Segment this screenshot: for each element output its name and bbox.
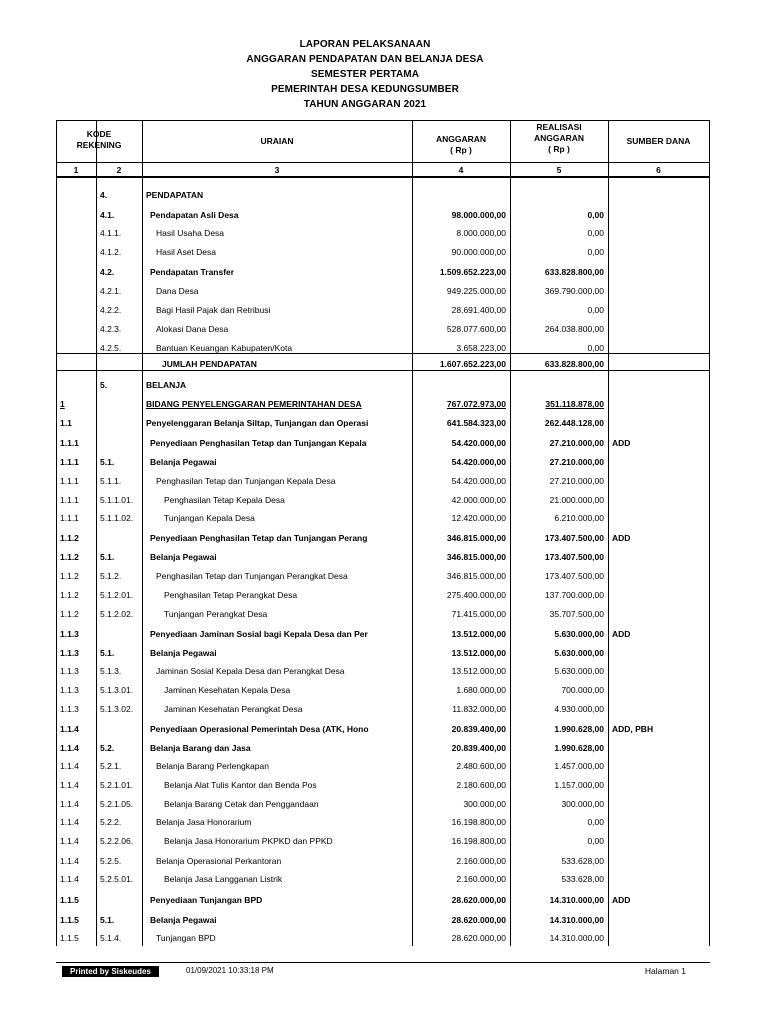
header-anggaran: ANGGARAN ( Rp ) (435, 134, 487, 155)
row-code-1: 1.1.3 (60, 648, 79, 658)
row-code-1: 1.1.4 (60, 874, 79, 884)
row-code-2: 5.2.1.01. (100, 780, 134, 790)
row-code-2: 4.2.2. (100, 305, 122, 315)
row-code-1: 1.1.4 (60, 743, 79, 753)
row-anggaran: 28.620.000,00 (451, 915, 506, 925)
row-uraian: Penyediaan Jaminan Sosial bagi Kepala Desa dan Per (150, 629, 368, 639)
row-anggaran: 13.512.000,00 (451, 666, 506, 676)
row-uraian: Jaminan Kesehatan Kepala Desa (164, 685, 291, 695)
row-code-1: 1.1.3 (60, 666, 79, 676)
row-realisasi: 173.407.500,00 (544, 571, 604, 581)
row-code-1: 1.1.1 (60, 513, 79, 523)
row-uraian: Bantuan Keuangan Kabupaten/Kota (156, 343, 293, 353)
row-realisasi: 533.628,00 (561, 874, 604, 884)
row-anggaran: 90.000.000,00 (451, 247, 506, 257)
row-anggaran: 2.160.000,00 (456, 856, 506, 866)
row-realisasi: 5.630.000,00 (554, 666, 604, 676)
row-realisasi: 0,00 (587, 836, 604, 846)
row-code-1: 1.1.1 (60, 438, 79, 448)
row-code-1: 1.1.1 (60, 457, 79, 467)
print-timestamp: 01/09/2021 10:33:18 PM (186, 966, 274, 975)
row-realisasi: 173.407.500,00 (544, 533, 604, 543)
row-code-1: 1 (60, 399, 65, 409)
row-uraian: Tunjangan Kepala Desa (164, 513, 255, 523)
row-uraian: Penghasilan Tetap dan Tunjangan Perangkat Desa (156, 571, 348, 581)
row-uraian: Dana Desa (156, 286, 199, 296)
row-realisasi: 173.407.500,00 (544, 552, 604, 562)
row-code-2: 4.2. (100, 267, 115, 277)
row-anggaran: 346.815.000,00 (446, 571, 506, 581)
row-code-2: 5.1.3.02. (100, 704, 134, 714)
row-code-2: 4.2.3. (100, 324, 122, 334)
row-uraian: Belanja Jasa Honorarium (156, 817, 252, 827)
row-code-2: 5.1.2. (100, 571, 122, 581)
row-code-1: 1.1.4 (60, 724, 79, 734)
row-anggaran: 42.000.000,00 (451, 495, 506, 505)
row-uraian: Pendapatan Asli Desa (150, 210, 239, 220)
row-realisasi: 27.210.000,00 (549, 438, 604, 448)
row-code-2: 5.2.1. (100, 761, 122, 771)
row-anggaran: 20.839.400,00 (451, 743, 506, 753)
row-anggaran: 1.607.652.223,00 (439, 359, 506, 369)
row-uraian: Penyediaan Penghasilan Tetap dan Tunjangan Perang (150, 533, 368, 543)
col-number-5: 5 (556, 165, 562, 175)
row-code-2: 4.2.1. (100, 286, 122, 296)
row-code-2: 5.1.3. (100, 666, 122, 676)
row-uraian: PENDAPATAN (146, 190, 204, 200)
row-uraian: Belanja Barang Cetak dan Penggandaan (164, 799, 319, 809)
row-code-1: 1.1.4 (60, 761, 79, 771)
col-number-3: 3 (274, 165, 280, 175)
row-anggaran: 54.420.000,00 (451, 457, 506, 467)
col-number-4: 4 (458, 165, 464, 175)
row-code-2: 5.1.1.01. (100, 495, 134, 505)
row-uraian: Belanja Operasional Perkantoran (156, 856, 282, 866)
row-anggaran: 20.839.400,00 (451, 724, 506, 734)
row-uraian: Belanja Jasa Langganan Listrik (164, 874, 283, 884)
row-anggaran: 28.620.000,00 (451, 895, 506, 905)
row-code-2: 5.1. (100, 915, 115, 925)
row-uraian: BIDANG PENYELENGGARAN PEMERINTAHAN DESA (146, 399, 362, 409)
row-anggaran: 3.658.223,00 (456, 343, 506, 353)
row-realisasi: 27.210.000,00 (549, 476, 604, 486)
row-realisasi: 35.707.500,00 (549, 609, 604, 619)
row-uraian: Penyelenggaran Belanja Siltap, Tunjangan dan Operasi (146, 418, 369, 428)
row-realisasi: 369.790.000,00 (544, 286, 604, 296)
row-realisasi: 6.210.000,00 (554, 513, 604, 523)
row-anggaran: 2.180.600,00 (456, 780, 506, 790)
row-realisasi: 262.448.128,00 (544, 418, 604, 428)
row-code-2: 4.1.1. (100, 228, 122, 238)
row-code-1: 1.1.4 (60, 836, 79, 846)
row-realisasi: 351.118.878,00 (545, 399, 604, 409)
row-realisasi: 137.700.000,00 (544, 590, 604, 600)
row-code-2: 5. (100, 380, 108, 390)
row-anggaran: 98.000.000,00 (451, 210, 506, 220)
row-code-1: 1.1.5 (60, 895, 79, 905)
report-title-line-5: TAHUN ANGGARAN 2021 (303, 99, 427, 110)
row-uraian: Belanja Barang Perlengkapan (156, 761, 269, 771)
row-realisasi: 14.310.000,00 (549, 915, 604, 925)
row-anggaran: 300.000,00 (463, 799, 506, 809)
row-code-2: 5.1.1. (100, 476, 122, 486)
row-realisasi: 0,00 (587, 343, 604, 353)
row-code-1: 1.1.2 (60, 552, 79, 562)
row-anggaran: 1.509.652.223,00 (439, 267, 506, 277)
row-code-1: 1.1.3 (60, 629, 79, 639)
header-uraian: URAIAN (260, 136, 294, 146)
report-title-line-2: ANGGARAN PENDAPATAN DAN BELANJA DESA (246, 54, 484, 65)
row-code-1: 1.1.2 (60, 533, 79, 543)
row-anggaran: 16.198.800,00 (451, 836, 506, 846)
row-anggaran: 949.225.000,00 (446, 286, 506, 296)
row-code-2: 5.1.1.02. (100, 513, 134, 523)
row-code-2: 5.1.4. (100, 933, 122, 943)
row-realisasi: 27.210.000,00 (549, 457, 604, 467)
row-uraian: JUMLAH PENDAPATAN (162, 359, 257, 369)
row-uraian: Pendapatan Transfer (150, 267, 235, 277)
row-anggaran: 54.420.000,00 (451, 438, 506, 448)
row-code-1: 1.1.4 (60, 799, 79, 809)
row-uraian: Belanja Pegawai (150, 915, 217, 925)
row-anggaran: 16.198.800,00 (451, 817, 506, 827)
row-uraian: Belanja Barang dan Jasa (150, 743, 251, 753)
row-uraian: Jaminan Kesehatan Perangkat Desa (164, 704, 303, 714)
row-realisasi: 0,00 (587, 228, 604, 238)
row-realisasi: 0,00 (587, 305, 604, 315)
row-uraian: Belanja Jasa Honorarium PKPKD dan PPKD (164, 836, 333, 846)
row-anggaran: 13.512.000,00 (451, 629, 506, 639)
row-code-2: 5.1. (100, 648, 115, 658)
header-kode-rekening: KODE REKENING (76, 129, 122, 150)
row-uraian: Tunjangan Perangkat Desa (164, 609, 268, 619)
row-uraian: Penghasilan Tetap Kepala Desa (164, 495, 285, 505)
row-code-2: 5.2.2.06. (100, 836, 134, 846)
row-realisasi: 633.828.800,00 (544, 267, 604, 277)
row-code-1: 1.1.4 (60, 856, 79, 866)
header-realisasi: REALISASI ANGGARAN ( Rp ) (533, 122, 585, 154)
row-anggaran: 346.815.000,00 (446, 533, 506, 543)
printed-by-badge: Printed by Siskeudes (62, 966, 159, 977)
row-realisasi: 700.000,00 (561, 685, 604, 695)
row-code-2: 5.1.3.01. (100, 685, 134, 695)
row-realisasi: 633.828.800,00 (544, 359, 604, 369)
row-anggaran: 54.420.000,00 (451, 476, 506, 486)
row-anggaran: 528.077.600,00 (446, 324, 506, 334)
row-code-1: 1.1.1 (60, 476, 79, 486)
row-realisasi: 533.628,00 (561, 856, 604, 866)
row-realisasi: 0,00 (587, 210, 604, 220)
row-code-2: 5.2.1.05. (100, 799, 134, 809)
report-title-line-3: SEMESTER PERTAMA (310, 69, 420, 80)
row-anggaran: 346.815.000,00 (446, 552, 506, 562)
row-uraian: Hasil Usaha Desa (156, 228, 225, 238)
row-code-2: 5.2.2. (100, 817, 122, 827)
row-code-2: 4.1.2. (100, 247, 122, 257)
row-realisasi: 300.000,00 (561, 799, 604, 809)
row-realisasi: 264.038.800,00 (544, 324, 604, 334)
row-uraian: Belanja Pegawai (150, 457, 217, 467)
row-realisasi: 14.310.000,00 (549, 895, 604, 905)
col-number-1: 1 (73, 165, 79, 175)
row-anggaran: 2.160.000,00 (456, 874, 506, 884)
row-code-2: 5.1.2.02. (100, 609, 134, 619)
row-realisasi: 0,00 (587, 247, 604, 257)
row-code-2: 5.2.5.01. (100, 874, 134, 884)
row-anggaran: 12.420.000,00 (451, 513, 506, 523)
row-code-2: 5.2. (100, 743, 115, 753)
row-realisasi: 1.457.000,00 (554, 761, 604, 771)
row-uraian: Alokasi Dana Desa (156, 324, 229, 334)
row-code-1: 1.1.3 (60, 685, 79, 695)
row-uraian: Jaminan Sosial Kepala Desa dan Perangkat Desa (156, 666, 345, 676)
row-sumber-dana: ADD (612, 895, 631, 905)
row-uraian: Belanja Pegawai (150, 552, 217, 562)
row-sumber-dana: ADD, PBH (612, 724, 654, 734)
row-uraian: Belanja Pegawai (150, 648, 217, 658)
row-uraian: Tunjangan BPD (156, 933, 216, 943)
row-sumber-dana: ADD (612, 438, 631, 448)
page-number: Halaman 1 (644, 966, 686, 976)
row-uraian: Bagi Hasil Pajak dan Retribusi (156, 305, 271, 315)
row-sumber-dana: ADD (612, 533, 631, 543)
report-title-line-4: PEMERINTAH DESA KEDUNGSUMBER (271, 84, 459, 95)
row-realisasi: 21.000.000,00 (549, 495, 604, 505)
row-uraian: Hasil Aset Desa (156, 247, 216, 257)
row-realisasi: 4.930.000,00 (554, 704, 604, 714)
row-anggaran: 13.512.000,00 (451, 648, 506, 658)
row-code-1: 1.1.4 (60, 817, 79, 827)
row-sumber-dana: ADD (612, 629, 631, 639)
row-code-1: 1.1.5 (60, 933, 79, 943)
row-code-1: 1.1.4 (60, 780, 79, 790)
header-sumber-dana: SUMBER DANA (626, 136, 691, 146)
row-anggaran: 767.072.973,00 (446, 399, 506, 409)
row-realisasi: 5.630.000,00 (554, 648, 604, 658)
row-code-2: 5.1. (100, 552, 115, 562)
report-title-line-1: LAPORAN PELAKSANAAN (299, 39, 431, 50)
row-uraian: Penghasilan Tetap Perangkat Desa (164, 590, 298, 600)
row-code-2: 4.2.5. (100, 343, 122, 353)
row-anggaran: 28.620.000,00 (451, 933, 506, 943)
row-anggaran: 275.400.000,00 (446, 590, 506, 600)
row-anggaran: 1.680.000,00 (456, 685, 506, 695)
row-uraian: BELANJA (146, 380, 187, 390)
row-realisasi: 1.990.628,00 (554, 724, 604, 734)
row-code-1: 1.1.2 (60, 590, 79, 600)
row-anggaran: 11.832.000,00 (452, 704, 506, 714)
row-anggaran: 71.415.000,00 (451, 609, 506, 619)
row-anggaran: 8.000.000,00 (456, 228, 506, 238)
row-code-2: 4.1. (100, 210, 115, 220)
row-uraian: Belanja Alat Tulis Kantor dan Benda Pos (164, 780, 317, 790)
row-realisasi: 1.157.000,00 (554, 780, 604, 790)
row-anggaran: 2.480.600,00 (456, 761, 506, 771)
budget-table (56, 120, 710, 946)
row-code-1: 1.1.3 (60, 704, 79, 714)
row-anggaran: 28.691.400,00 (451, 305, 506, 315)
row-code-2: 5.1.2.01. (100, 590, 134, 600)
row-code-2: 5.1. (100, 457, 115, 467)
row-uraian: Penghasilan Tetap dan Tunjangan Kepala Desa (156, 476, 336, 486)
row-uraian: Penyediaan Tunjangan BPD (150, 895, 263, 905)
row-realisasi: 14.310.000,00 (549, 933, 604, 943)
col-number-6: 6 (656, 165, 661, 175)
row-anggaran: 641.584.323,00 (446, 418, 506, 428)
row-code-2: 4. (100, 190, 108, 200)
row-code-1: 1.1.2 (60, 571, 79, 581)
row-code-1: 1.1.1 (60, 495, 79, 505)
row-uraian: Penyediaan Operasional Pemerintah Desa (ATK, Hono (150, 724, 369, 734)
col-number-2: 2 (116, 165, 122, 175)
row-code-1: 1.1.5 (60, 915, 79, 925)
row-realisasi: 1.990.628,00 (554, 743, 604, 753)
row-code-2: 5.2.5. (100, 856, 122, 866)
row-uraian: Penyediaan Penghasilan Tetap dan Tunjangan Kepala (150, 438, 367, 448)
row-realisasi: 5.630.000,00 (554, 629, 604, 639)
row-code-1: 1.1.2 (60, 609, 79, 619)
row-realisasi: 0,00 (587, 817, 604, 827)
row-code-1: 1.1 (60, 418, 72, 428)
